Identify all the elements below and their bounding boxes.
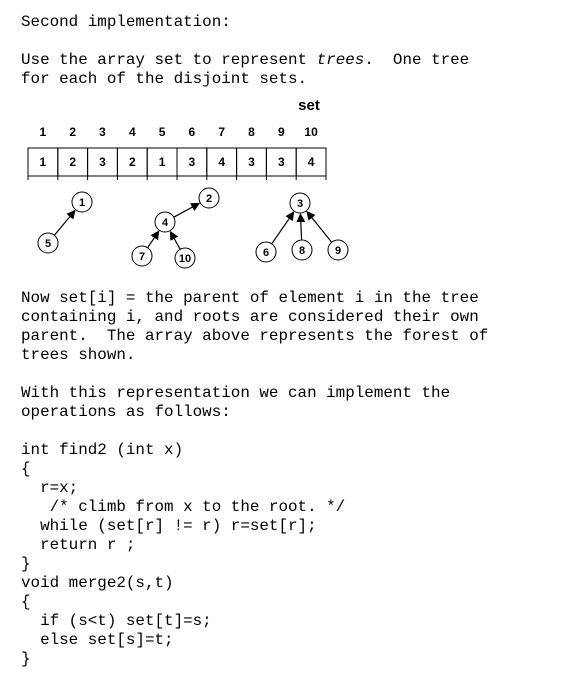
array-index-row xyxy=(40,125,319,139)
tree-node-2 xyxy=(199,188,219,208)
tree-node-9 xyxy=(328,240,348,260)
array-cell-value: 3 xyxy=(277,155,285,169)
array-index-label: 5 xyxy=(158,125,166,139)
tree-node-7 xyxy=(132,246,152,266)
code-line-10: if (s<t) set[t]=s; xyxy=(21,612,212,630)
array-cell-value: 3 xyxy=(248,155,255,169)
code-line-7: } xyxy=(21,555,31,573)
tree-edge-arrow xyxy=(174,203,200,217)
array-cells xyxy=(28,148,326,180)
code-line-8: void merge2(s,t) xyxy=(21,574,174,592)
array-label-set: set xyxy=(298,97,320,114)
heading: Second implementation: xyxy=(21,13,231,31)
tree-edges xyxy=(54,203,331,249)
array-index-label: 9 xyxy=(277,125,285,139)
intro-text-b: . One tree xyxy=(364,51,470,69)
array-cell-value: 2 xyxy=(69,155,77,169)
array-index-label: 10 xyxy=(304,125,318,139)
tree-edge-arrow xyxy=(148,231,159,248)
tree-node-label: 7 xyxy=(138,251,146,263)
array-index-label: 7 xyxy=(218,125,226,139)
disjoint-set-figure xyxy=(0,95,577,275)
array-index-label: 8 xyxy=(248,125,255,139)
intro-line-1 xyxy=(21,51,469,70)
code-line-9: { xyxy=(21,593,31,611)
intro-text-a: Use the array set to represent xyxy=(21,51,317,69)
array-index-label: 2 xyxy=(69,125,77,139)
array-cell-value: 4 xyxy=(307,155,315,169)
tree-node-label: 3 xyxy=(296,198,304,210)
tree-node-6 xyxy=(256,242,276,262)
tree-node-label: 4 xyxy=(161,217,169,229)
code-line-3: r=x; xyxy=(21,479,79,497)
code-line-6: return r ; xyxy=(21,536,136,554)
tree-node-4 xyxy=(155,212,175,232)
explanation-line-4: trees shown. xyxy=(21,346,136,364)
code-line-11: else set[s]=t; xyxy=(21,631,174,649)
code-line-2: { xyxy=(21,460,31,478)
tree-edge-arrow xyxy=(300,214,301,240)
array-index-label: 3 xyxy=(99,125,106,139)
tree-node-10 xyxy=(175,248,195,268)
code-line-12: } xyxy=(21,650,31,668)
array-index-label: 1 xyxy=(39,125,47,139)
tree-node-label: 9 xyxy=(334,245,342,257)
array-cell-value: 2 xyxy=(128,155,136,169)
tree-node-3 xyxy=(290,193,310,213)
array-cell-value: 4 xyxy=(218,155,226,169)
array-cell-value: 1 xyxy=(158,155,166,169)
ops-intro-line-2: operations as follows: xyxy=(21,403,231,421)
tree-node-label: 2 xyxy=(205,193,213,205)
explanation-line-1: Now set[i] = the parent of element i in the tree xyxy=(21,289,479,307)
tree-edge-arrow xyxy=(307,212,332,243)
code-line-1: int find2 (int x) xyxy=(21,441,184,459)
tree-edge-arrow xyxy=(54,210,75,235)
tree-node-1 xyxy=(72,192,92,212)
ops-intro-line-1: With this representation we can implement the xyxy=(21,384,451,402)
tree-node-label: 10 xyxy=(178,253,192,265)
tree-node-label: 1 xyxy=(78,197,86,209)
intro-line-2: for each of the disjoint sets. xyxy=(21,70,308,88)
code-line-5: while (set[r] != r) r=set[r]; xyxy=(21,517,317,535)
code-line-4: /* climb from x to the root. */ xyxy=(21,498,346,516)
tree-node-label: 6 xyxy=(262,247,270,259)
array-index-label: 6 xyxy=(188,125,196,139)
explanation-line-2: containing i, and roots are considered their own xyxy=(21,308,479,326)
intro-italic-trees: trees xyxy=(316,51,365,69)
tree-node-5 xyxy=(38,233,58,253)
explanation-line-3: parent. The array above represents the forest of xyxy=(21,327,489,345)
tree-edge-arrow xyxy=(170,232,180,250)
array-index-label: 4 xyxy=(128,125,136,139)
array-cell-value: 3 xyxy=(99,155,106,169)
tree-edge-arrow xyxy=(272,212,294,244)
array-cell-value: 1 xyxy=(39,155,47,169)
array-cell-value: 3 xyxy=(188,155,196,169)
tree-node-label: 8 xyxy=(298,245,306,257)
tree-node-8 xyxy=(292,240,312,260)
tree-node-label: 5 xyxy=(44,238,52,250)
